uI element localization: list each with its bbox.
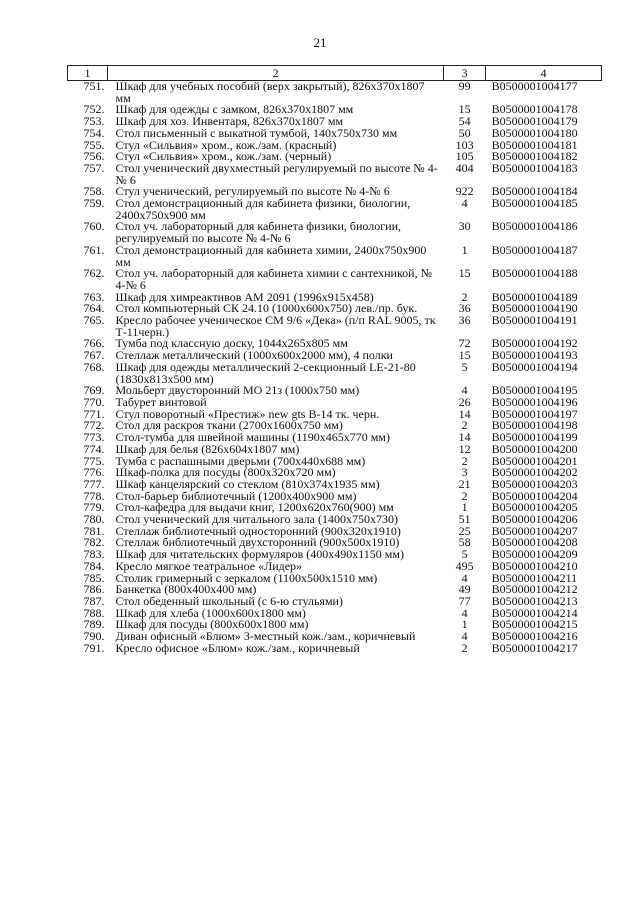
item-quantity: 2 xyxy=(461,640,468,655)
row-number: 791. xyxy=(83,640,105,655)
row-number: 762. xyxy=(83,266,105,281)
item-quantity: 5 xyxy=(461,547,468,562)
inventory-code: B0500001004213 xyxy=(491,593,578,608)
inventory-code: B0500001004216 xyxy=(491,629,578,644)
row-number: 764. xyxy=(83,301,105,316)
page-number: 21 xyxy=(313,35,327,50)
header-col-code: 4 xyxy=(486,66,602,81)
row-number: 790. xyxy=(83,629,105,644)
item-name: Шкаф для хлеба (1000x600x1800 мм) xyxy=(115,605,306,620)
item-name: Мольберт двусторонний МО 21з (1000x750 мм) xyxy=(115,383,360,398)
item-quantity: 15 xyxy=(458,102,471,117)
inventory-code: B0500001004189 xyxy=(491,289,578,304)
row-number: 788. xyxy=(83,605,105,620)
item-quantity: 1 xyxy=(461,500,468,515)
header-col-quantity: 3 xyxy=(444,66,486,81)
inventory-code: B0500001004183 xyxy=(491,160,578,175)
row-number: 783. xyxy=(83,547,105,562)
inventory-code: B0500001004196 xyxy=(491,394,578,409)
item-name: Шкаф для читательских формуляров (400x490x1150 мм) xyxy=(115,547,404,562)
item-name: Стол демонстрационный для кабинета физики, биологии, 2400x750x900 мм xyxy=(115,196,411,222)
row-number: 787. xyxy=(83,593,105,608)
row-number: 785. xyxy=(83,570,105,585)
item-name: Шкаф для учебных пособий (верх закрытый), 826x370x1807 мм xyxy=(115,79,425,105)
inventory-code: B0500001004204 xyxy=(491,488,578,503)
item-quantity: 495 xyxy=(455,558,474,573)
item-name: Стол-кафедра для выдачи книг, 1200x620x760(900) мм xyxy=(115,500,394,515)
row-number: 758. xyxy=(83,184,105,199)
table-row xyxy=(68,245,602,268)
item-name: Стул ученический, регулируемый по высоте № 4-№ 6 xyxy=(115,184,390,199)
item-quantity: 4 xyxy=(461,196,468,211)
inventory-code: B0500001004215 xyxy=(491,617,578,632)
item-name: Стол-тумба для швейной машины (1190x465x770 мм) xyxy=(115,430,390,445)
item-quantity: 14 xyxy=(458,430,471,445)
item-quantity: 72 xyxy=(458,336,471,351)
inventory-code: B0500001004203 xyxy=(491,476,578,491)
item-quantity: 54 xyxy=(458,114,471,129)
inventory-code: B0500001004199 xyxy=(491,430,578,445)
inventory-code: B0500001004206 xyxy=(491,512,578,527)
item-name: Тумба под классную доску, 1044x265x805 мм xyxy=(115,336,348,351)
item-name: Стол обеденный школьный (с 6-ю стульями) xyxy=(115,593,343,608)
item-quantity: 4 xyxy=(461,383,468,398)
item-quantity: 25 xyxy=(458,523,471,538)
row-number: 756. xyxy=(83,149,105,164)
row-number: 772. xyxy=(83,418,105,433)
item-name: Шкаф-полка для посуды (800x320x720 мм) xyxy=(115,465,336,480)
inventory-code: B0500001004181 xyxy=(491,137,578,152)
item-quantity: 4 xyxy=(461,629,468,644)
inventory-code: B0500001004185 xyxy=(491,196,578,211)
row-number: 771. xyxy=(83,406,105,421)
item-name: Стол письменный с выкатной тумбой, 140x750x730 мм xyxy=(115,125,398,140)
inventory-code: B0500001004192 xyxy=(491,336,578,351)
row-number: 761. xyxy=(83,242,105,257)
item-quantity: 15 xyxy=(458,266,471,281)
item-name: Стол уч. лабораторный для кабинета химии с сантехникой, № 4-№ 6 xyxy=(115,266,433,292)
row-number: 776. xyxy=(83,465,105,480)
inventory-table xyxy=(67,65,602,654)
inventory-code: B0500001004217 xyxy=(491,640,578,655)
row-number: 751. xyxy=(83,79,105,93)
inventory-code: B0500001004184 xyxy=(491,184,578,199)
inventory-code: B0500001004205 xyxy=(491,500,578,515)
item-name: Банкетка (800x400x400 мм) xyxy=(115,582,257,597)
item-quantity: 49 xyxy=(458,582,471,597)
inventory-code: B0500001004194 xyxy=(491,359,578,374)
item-quantity: 2 xyxy=(461,488,468,503)
item-quantity: 30 xyxy=(458,219,471,234)
item-name: Шкаф для одежды с замком, 826x370x1807 мм xyxy=(115,102,354,117)
inventory-code: B0500001004201 xyxy=(491,453,578,468)
item-quantity: 922 xyxy=(455,184,474,199)
inventory-code: B0500001004191 xyxy=(491,313,578,328)
row-number: 766. xyxy=(83,336,105,351)
inventory-code: B0500001004202 xyxy=(491,465,578,480)
item-name: Стул «Сильвия» хром., кож./зам. (красный) xyxy=(115,137,337,152)
item-name: Стол для раскроя ткани (2700x1600x750 мм) xyxy=(115,418,343,433)
item-quantity: 4 xyxy=(461,605,468,620)
table-row xyxy=(68,362,602,385)
item-quantity: 2 xyxy=(461,453,468,468)
item-name: Стол ученический двухместный регулируемый по высоте № 4-№ 6 xyxy=(115,160,438,187)
row-number: 789. xyxy=(83,617,105,632)
item-name: Шкаф для химреактивов АМ 2091 (1996x915x458) xyxy=(115,289,374,304)
item-quantity: 58 xyxy=(458,535,471,550)
row-number: 770. xyxy=(83,394,105,409)
row-number: 768. xyxy=(83,359,105,374)
table-body xyxy=(68,81,602,655)
item-name: Табурет винтовой xyxy=(115,394,207,409)
inventory-code: B0500001004198 xyxy=(491,418,578,433)
inventory-code: B0500001004207 xyxy=(491,523,578,538)
item-name: Кресло офисное «Блюм» кож./зам., коричневый xyxy=(115,640,360,655)
row-number: 759. xyxy=(83,196,105,211)
item-name: Стеллаж библиотечный односторонний (900x320x1910) xyxy=(115,523,401,538)
item-quantity: 14 xyxy=(458,406,471,421)
inventory-code: B0500001004187 xyxy=(491,242,578,257)
item-quantity: 36 xyxy=(458,313,471,328)
item-name: Стул «Сильвия» хром., кож./зам. (черный) xyxy=(115,149,332,164)
row-number: 784. xyxy=(83,558,105,573)
item-name: Диван офисный «Блюм» 3-местный кож./зам., коричневый xyxy=(115,629,416,644)
item-name: Кресло рабочее ученическое СМ 9/6 «Дека» (п/п RAL 9005, тк Т-11черн.) xyxy=(115,313,436,339)
inventory-code: B0500001004200 xyxy=(491,441,578,456)
row-number: 754. xyxy=(83,125,105,140)
row-number: 781. xyxy=(83,523,105,538)
item-name: Стул поворотный «Престиж» new gts В-14 тк. черн. xyxy=(115,406,380,421)
inventory-code: B0500001004195 xyxy=(491,383,578,398)
row-number: 753. xyxy=(83,114,105,129)
row-number: 765. xyxy=(83,313,105,328)
item-name: Тумба с распашными дверьми (700x440x688 мм) xyxy=(115,453,366,468)
inventory-code: B0500001004186 xyxy=(491,219,578,234)
row-number: 780. xyxy=(83,512,105,527)
inventory-code: B0500001004180 xyxy=(491,125,578,140)
table-row xyxy=(68,268,602,291)
item-name: Шкаф для одежды металлический 2-секционный LE-21-80 (1830x813x500 мм) xyxy=(115,359,416,386)
item-name: Шкаф для хоз. Инвентаря, 826x370x1807 мм xyxy=(115,114,344,129)
row-number: 775. xyxy=(83,453,105,468)
item-quantity: 404 xyxy=(455,160,474,175)
item-quantity: 50 xyxy=(458,125,471,140)
row-number: 757. xyxy=(83,160,105,175)
inventory-code: B0500001004208 xyxy=(491,535,578,550)
inventory-code: B0500001004188 xyxy=(491,266,578,281)
inventory-code: B0500001004197 xyxy=(491,406,578,421)
item-quantity: 12 xyxy=(458,441,471,456)
item-quantity: 1 xyxy=(461,617,468,632)
inventory-code: B0500001004210 xyxy=(491,558,578,573)
item-name: Шкаф для белья (826x604x1807 мм) xyxy=(115,441,300,456)
item-quantity: 103 xyxy=(455,137,474,152)
item-quantity: 2 xyxy=(461,289,468,304)
item-quantity: 2 xyxy=(461,418,468,433)
inventory-code: B0500001004177 xyxy=(491,79,578,93)
row-number: 778. xyxy=(83,488,105,503)
item-name: Стеллаж библиотечный двухсторонний (900x500x1910) xyxy=(115,535,400,550)
item-name: Стол-барьер библиотечный (1200x400x900 мм) xyxy=(115,488,357,503)
row-number: 782. xyxy=(83,535,105,550)
inventory-code: B0500001004179 xyxy=(491,114,578,129)
inventory-code: B0500001004190 xyxy=(491,301,578,316)
row-number: 767. xyxy=(83,348,105,363)
row-number: 755. xyxy=(83,137,105,152)
table-row xyxy=(68,221,602,244)
item-name: Столик гримерный с зеркалом (1100x500x1510 мм) xyxy=(115,570,378,585)
inventory-code: B0500001004193 xyxy=(491,348,578,363)
item-quantity: 1 xyxy=(461,242,468,257)
item-name: Стол компьютерный СК 24.10 (1000x600x750) лев./пр. бук. xyxy=(115,301,418,316)
item-quantity: 21 xyxy=(458,476,471,491)
inventory-code: B0500001004182 xyxy=(491,149,578,164)
row-number: 760. xyxy=(83,219,105,234)
inventory-code: B0500001004212 xyxy=(491,582,578,597)
row-number: 752. xyxy=(83,102,105,117)
item-name: Шкаф канцелярский со стеклом (810x374x1935 мм) xyxy=(115,476,380,491)
header-col-name: 2 xyxy=(107,66,443,81)
table-row xyxy=(68,643,602,655)
row-number: 769. xyxy=(83,383,105,398)
item-quantity: 36 xyxy=(458,301,471,316)
item-name: Стеллаж металлический (1000x600x2000 мм), 4 полки xyxy=(115,348,393,363)
row-number: 763. xyxy=(83,289,105,304)
item-quantity: 105 xyxy=(455,149,474,164)
item-name: Кресло мягкое театральное «Лидер» xyxy=(115,558,303,573)
row-number: 786. xyxy=(83,582,105,597)
row-number: 774. xyxy=(83,441,105,456)
table-row xyxy=(68,163,602,186)
table-row xyxy=(68,315,602,338)
inventory-code: B0500001004211 xyxy=(491,570,578,585)
item-name: Шкаф для посуды (800x600x1800 мм) xyxy=(115,617,309,632)
inventory-code: B0500001004178 xyxy=(491,102,578,117)
item-quantity: 5 xyxy=(461,359,468,374)
table-row xyxy=(68,198,602,221)
item-quantity: 15 xyxy=(458,348,471,363)
item-quantity: 51 xyxy=(458,512,471,527)
item-quantity: 4 xyxy=(461,570,468,585)
header-col-number: 1 xyxy=(68,66,108,81)
row-number: 773. xyxy=(83,430,105,445)
item-name: Стол уч. лабораторный для кабинета физики, биологии, регулируемый по высоте № 4-№ 6 xyxy=(115,219,402,246)
item-quantity: 26 xyxy=(458,394,471,409)
row-number: 777. xyxy=(83,476,105,491)
item-quantity: 99 xyxy=(458,79,471,93)
item-quantity: 3 xyxy=(461,465,468,480)
item-name: Стол демонстрационный для кабинета химии, 2400x750x900 мм xyxy=(115,242,427,269)
table-row xyxy=(68,81,602,105)
inventory-code: B0500001004214 xyxy=(491,605,578,620)
row-number: 779. xyxy=(83,500,105,515)
inventory-code: B0500001004209 xyxy=(491,547,578,562)
item-quantity: 77 xyxy=(458,593,471,608)
item-name: Стол ученический для читального зала (1400x750x730) xyxy=(115,512,398,527)
